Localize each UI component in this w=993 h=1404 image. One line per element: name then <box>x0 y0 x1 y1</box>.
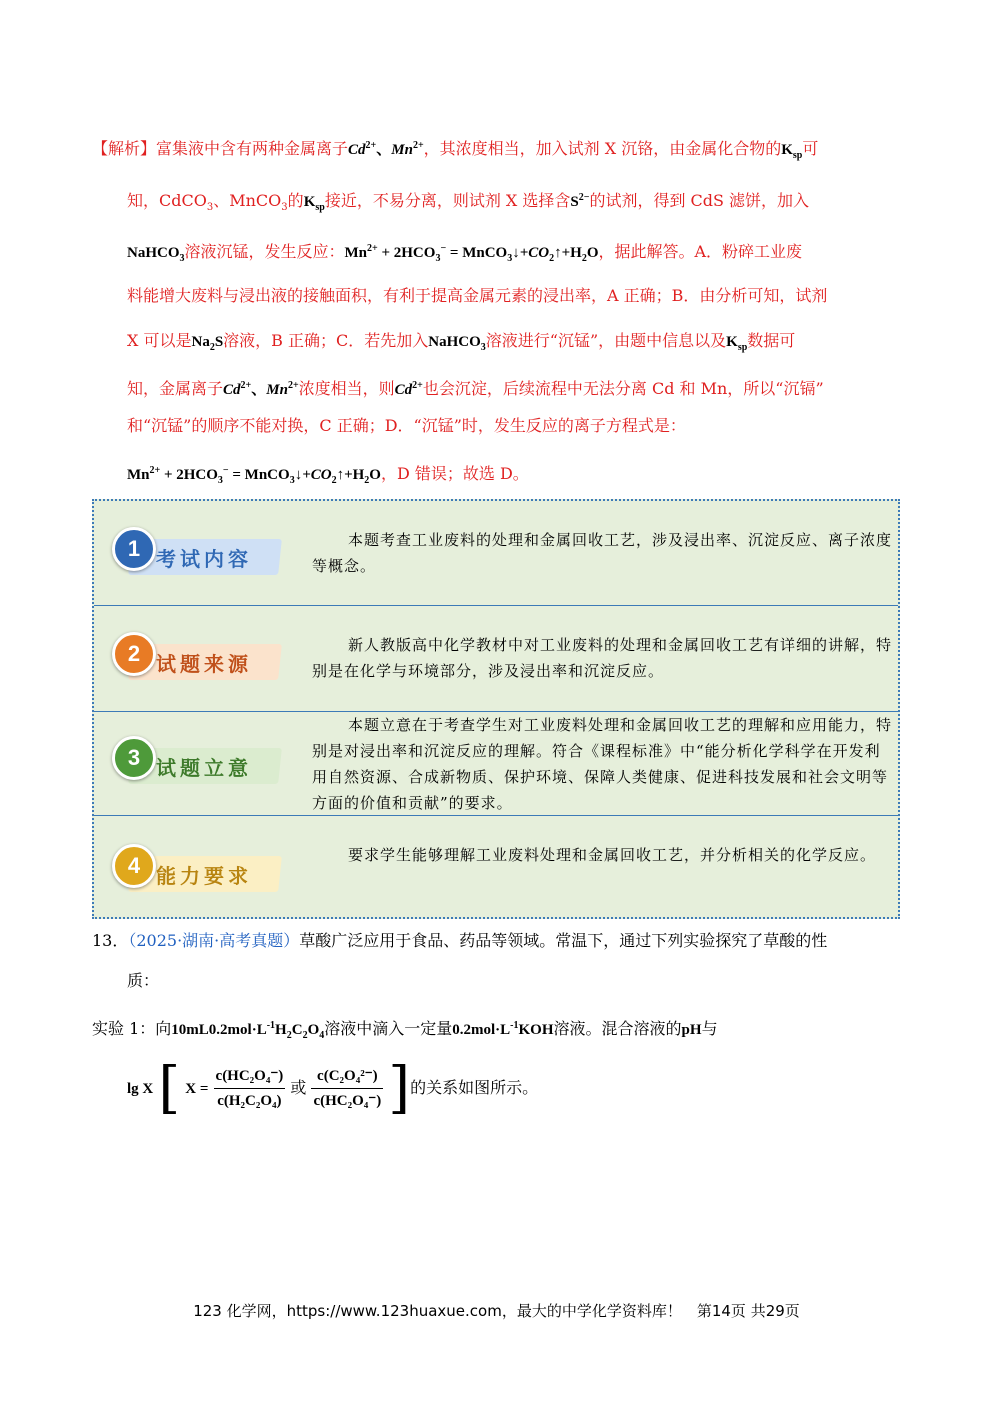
row-text: 本题考查工业废料的处理和金属回收工艺，涉及浸出率、沉淀反应、离子浓度等概念。 <box>312 531 893 575</box>
question-source: （2025·湖南·高考真题） <box>128 931 300 950</box>
formula-line: lg X [ X = $\frac{\text{c(HC₂O₄⁻)}}{\text{c(H₂C₂O₄)}}$ 或 $\frac{\text{c(C₂O₄²⁻)}}{\text{c(HC₂O₄⁻)}}$ ]的关系如图所示。 <box>127 1055 539 1121</box>
badge-question-intent <box>112 734 282 790</box>
analysis-line-4: 料能增大废料与浸出液的接触面积，有利于提高金属元素的浸出率，A 正确；B．由分析可知，试剂 <box>127 286 828 305</box>
analysis-line-1: 【解析】富集液中含有两种金属离子$Cd^{2+}$、$Mn^{2+}$，其浓度相当，加入试剂 X 沉铬，由金属化合物的$K_{sp}$可 <box>92 139 819 161</box>
analysis-tag: 【解析】 <box>92 139 157 158</box>
number-badge: 1 <box>112 527 156 571</box>
badge-label: 试题来源 <box>156 652 252 676</box>
page-footer: 123 化学网，https://www.123huaxue.com，最大的中学化学资料库！ 第14页 共29页 <box>193 1302 800 1320</box>
badge-label: 能力要求 <box>156 864 252 888</box>
question-line-1: 13．（2025·湖南·高考真题）草酸广泛应用于食品、药品等领域。常温下，通过下列实验探究了草酸的性 <box>92 931 828 950</box>
number-badge: 3 <box>112 736 156 780</box>
lgx-label: lg X <box>127 1081 154 1097</box>
question-number: 13． <box>92 931 129 950</box>
analysis-line-5: X 可以是$Na_2S$溶液，B 正确；C．若先加入NaHCO$_3$溶液进行“沉锰”，由题中信息以及$K_{sp}$数据可 <box>127 331 796 353</box>
badge-ability-requirement <box>112 842 282 898</box>
info-row-ability-requirement <box>94 815 898 918</box>
fraction-2: $\frac{\text{c(C₂O₄²⁻)}}{\text{c(HC₂O₄⁻)}}$ <box>311 1064 383 1113</box>
question-line-2: 质： <box>127 971 160 990</box>
info-box <box>92 499 900 919</box>
badge-question-source <box>112 630 282 686</box>
row-text: 新人教版高中化学教材中对工业废料的处理和金属回收工艺有详细的讲解，特别是在化学与环境部分，涉及浸出率和沉淀反应。 <box>312 636 893 680</box>
reaction-equation: $Mn^{2+} + 2HCO_3^-$ = $MnCO_3↓+CO_2↑+H_2O$ <box>344 243 599 264</box>
info-row-question-intent <box>94 711 898 816</box>
ksp-symbol: $K_{sp}$ <box>781 142 803 161</box>
badge-label: 考试内容 <box>156 547 252 571</box>
analysis-line-6: 知，金属离子$Cd^{2+}$、$Mn^{2+}$浓度相当，则$Cd^{2+}$也会沉淀，后续流程中无法分离 Cd 和 Mn，所以“沉镉” <box>127 379 824 398</box>
number-badge: 4 <box>112 844 156 888</box>
analysis-line-3: NaHCO$_3$溶液沉锰，发生反应：$Mn^{2+} + 2HCO_3^-$ = $MnCO_3↓+CO_2↑+H_2O$，据此解答。A．粉碎工业废 <box>127 242 803 264</box>
analysis-line-8: $Mn^{2+} + 2HCO_3^-$ = $MnCO_3↓+CO_2↑+H_2O$，D 错误；故选 D。 <box>127 464 529 486</box>
row-text: 本题立意在于考查学生对工业废料处理和金属回收工艺的理解和应用能力，特别是对浸出率和沉淀反应的理解。符合《课程标准》中“能分析化学科学在开发利用自然资源、合成新物质、保护环境、保障人类健康、促进科技发展和社会文明等方面的价值和贡献”的要求。 <box>312 716 893 812</box>
badge-label: 试题立意 <box>156 756 252 780</box>
badge-exam-content <box>112 525 282 581</box>
info-row-question-source <box>94 605 898 712</box>
number-badge: 2 <box>112 632 156 676</box>
row-text: 要求学生能够理解工业废料处理和金属回收工艺，并分析相关的化学反应。 <box>348 846 877 864</box>
analysis-line-7: 和“沉锰”的顺序不能对换，C 正确；D．“沉锰”时，发生反应的离子方程式是： <box>127 416 686 435</box>
info-row-exam-content <box>94 501 898 605</box>
experiment-line: 实验 1：向$10mL0.2mol\cdot L^{-1}H_2C_2O_4$溶液中滴入一定量$0.2mol\cdot L^{-1}KOH$溶液。混合溶液的pH与 <box>92 1019 718 1041</box>
fraction-1: $\frac{\text{c(HC₂O₄⁻)}}{\text{c(H₂C₂O₄)}}$ <box>214 1064 286 1113</box>
analysis-line-2: 知，CdCO$_3$、MnCO$_3$的$K_{sp}$接近，不易分离，则试剂 X 选择含$S^{2-}$的试剂，得到 CdS 滤饼，加入 <box>127 191 810 214</box>
